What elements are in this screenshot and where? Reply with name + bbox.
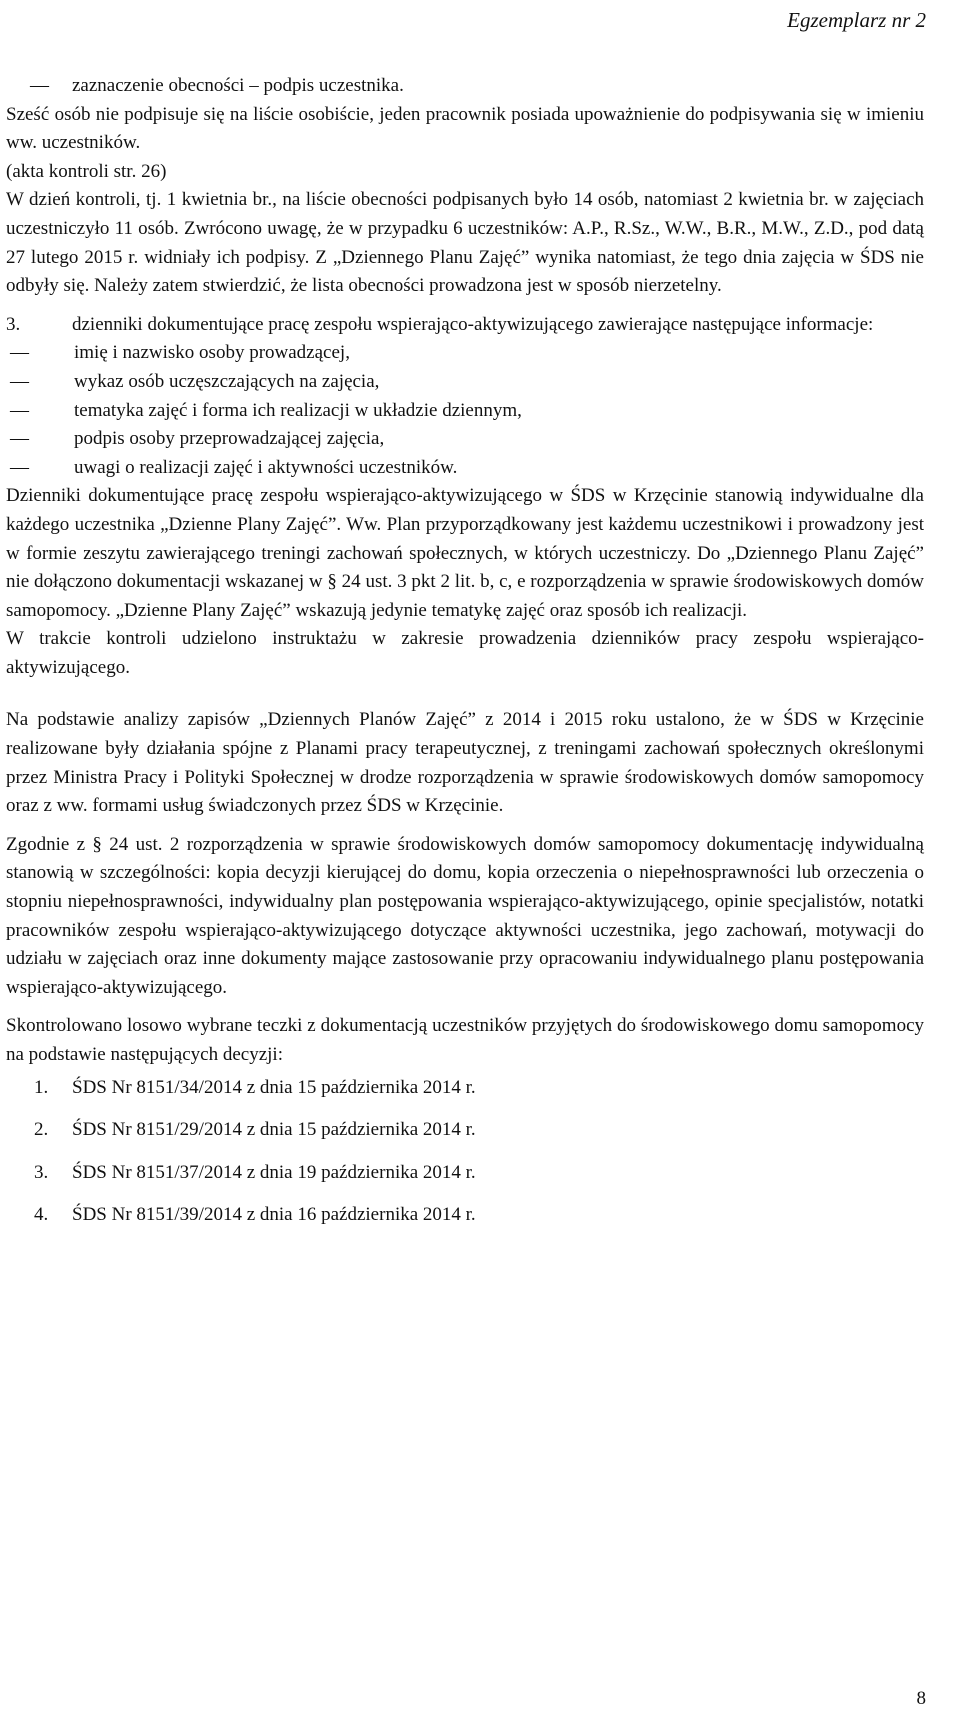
intro-dash-text: zaznaczenie obecności – podpis uczestnika. [72,75,404,96]
page-body [6,72,924,1244]
item-number: 3. [6,313,21,335]
list-item: 4. ŚDS Nr 8151/39/2014 z dnia 16 października 2014 r. [34,1204,476,1226]
paragraph-control-day: W dzień kontroli, tj. 1 kwietnia br., na liście obecności podpisanych było 14 osób, natomiast 2 kwietnia br. w zajęciach uczestniczyło 11 osób. Zwrócono uwagę, że w przypadku 6 uczestników: A.P., R.Sz., W.W., B.R., M.W., Z.D., pod datą 27 lutego 2015 r. widniały ich podpisy. Z „Dziennego Planu Zajęć” wynika natomiast, że tego dnia zajęcia w ŚDS nie odbyły się. Należy zatem stwierdzić, że lista obecności prowadzona jest w sposób nierzetelny. [6,189,924,297]
list-item: 2. ŚDS Nr 8151/29/2014 z dnia 15 października 2014 r. [34,1119,476,1141]
paragraph-journals: Dzienniki dokumentujące pracę zespołu wspierająco-aktywizującego w ŚDS w Krzęcinie stanowią indywidualne dla każdego uczestnika „Dzienne Plany Zajęć”. Ww. Plan przyporządkowany jest każdemu uczestnikowi i prowadzony jest w formie zeszytu zawierającego treningi zachowań społecznych, w których uczestniczy. Do „Dziennego Planu Zajęć” nie dołączono dokumentacji wskazanej w § 24 ust. 3 pkt 2 lit. b, c, e rozporządzenia w sprawie środowiskowych domów samopomocy. „Dzienne Plany Zajęć” wskazują jedynie tematykę zajęć oraz sposób ich realizacji. [6,485,924,621]
paragraph-signatures: Sześć osób nie podpisuje się na liście osobiście, jeden pracownik posiada upoważnienie do podpisywania się w imieniu ww. uczestników. [6,103,924,154]
paragraph-instruction: W trakcie kontroli udzielono instruktażu w zakresie prowadzenia dzienników pracy zespołu wspierająco-aktywizującego. [6,628,924,678]
list-item: 3. ŚDS Nr 8151/37/2014 z dnia 19 października 2014 r. [34,1161,476,1183]
decision-list [6,1074,924,1230]
list-item: — uwagi o realizacji zajęć i aktywności uczestników. [6,454,924,483]
paragraph-reference: (akta kontroli str. 26) [6,160,167,182]
list-item: — imię i nazwisko osoby prowadzącej, [6,339,924,368]
list-item: — wykaz osób uczęszczających na zajęcia, [6,368,924,397]
dash-marker [6,72,72,101]
paragraph-analysis: Na podstawie analizy zapisów „Dziennych Planów Zajęć” z 2014 i 2015 roku ustalono, że w ŚDS w Krzęcinie realizowane były działania spójne z Planami pracy terapeutycznej, z treningami zachowań społecznych określonymi przez Ministra Pracy i Polityki Społecznej w drodze rozporządzenia w sprawie środowiskowych domów samopomocy oraz z ww. formami usług świadczonych przez ŚDS w Krzęcinie. [6,709,924,817]
item-3-bullets [6,339,924,482]
document-header: Egzemplarz nr 2 [787,8,926,32]
page-number: 8 [916,1688,926,1710]
paragraph-documentation: Zgodnie z § 24 ust. 2 rozporządzenia w sprawie środowiskowych domów samopomocy dokumentację indywidualną stanowią w szczególności: kopia decyzji kierującej do domu, kopia orzeczenia o niepełnosprawności lub orzeczenia o stopniu niepełnosprawności, indywidualny plan postępowania wspierająco-aktywizującego, opinie specjalistów, notatki pracowników zespołu wspierająco-aktywizującego dotyczące aktywności uczestnika, jego zachowań, motywacji do udziału w zajęciach oraz inne dokumenty mające zastosowanie przy opracowaniu indywidualnego planu postępowania wspierająco-aktywizującego. [6,833,924,998]
paragraph-files-checked: Skontrolowano losowo wybrane teczki z dokumentacją uczestników przyjętych do środowiskowego domu samopomocy na podstawie następujących decyzji: [6,1015,924,1065]
list-item: 1. ŚDS Nr 8151/34/2014 z dnia 15 października 2014 r. [34,1076,476,1098]
section-item-3 [6,311,924,340]
item-text: dzienniki dokumentujące pracę zespołu wspierająco-aktywizującego zawierające następujące informacje: [72,313,874,335]
list-item: — podpis osoby przeprowadzającej zajęcia, [6,425,924,454]
list-item: — tematyka zajęć i forma ich realizacji w układzie dziennym, [6,397,924,426]
intro-dash-item [6,72,924,101]
